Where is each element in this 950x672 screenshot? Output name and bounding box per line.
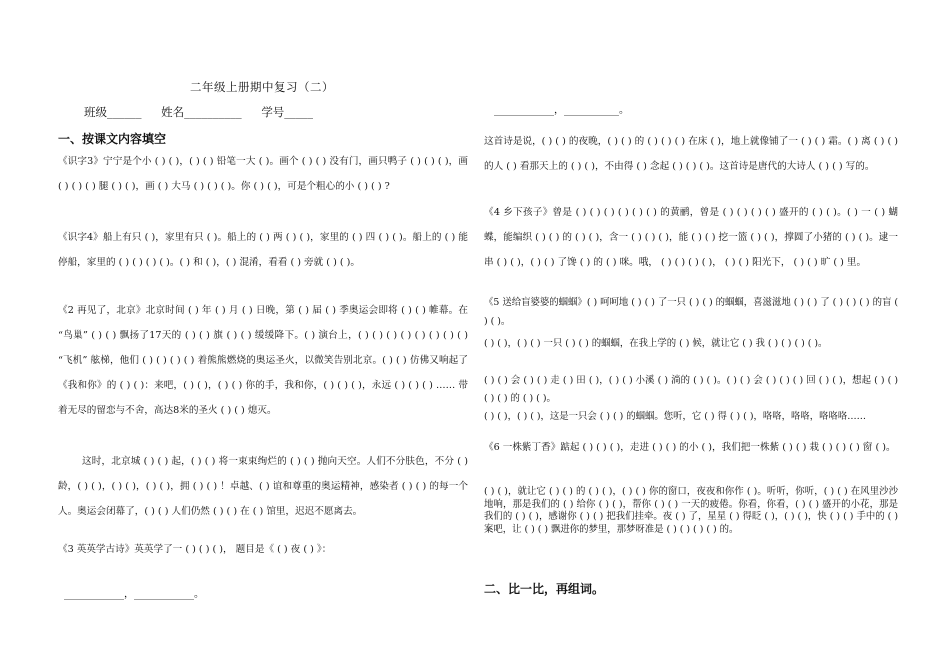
worksheet-title: 二年级上册期中复习（二） — [190, 80, 334, 94]
paragraph-guoguo-sing: ( ) ( )，( ) ( )，这是一只会 ( ) ( ) 的蝈蝈。您听，它 ( ) 得 ( ) ( )，咯咯，咯咯，咯咯咯…… — [484, 411, 866, 422]
paragraph-zaijian-beijing: 《2 再见了，北京》北京时间 ( ) 年 ( ) 月 ( ) 日晚，第 ( ) 届 ( ) 季奥运会即将 ( ) ( ) 帷幕。在 “鸟巢” ( ) ( ) 飘扬了17天的 ( ) ( ) 旗 ( ) ( ) 缓缓降下。( ) 演台上，( ) ( ) ( ) ( ) ( ) ( ) ( ) ( ) “飞机” 舷梯，他们 ( ) ( ) ( ) ( ) 着熊熊燃烧的奥运圣火，以微笑告别北京。( ) ( ) 仿佛又响起了《我和你》的 ( ) ( )：来吧，( ) ( )，( ) ( ) 你的手，我和你，( ) ( ) ( )，永远 ( ) ( ) ( ) …… 带着无尽的留恋与不舍，高达8米的圣火 ( ) ( ) 熄灭。 — [58, 305, 468, 416]
paragraph-shizi-4: 《识字4》船上有只 ( )，家里有只 ( )。船上的 ( ) 两 ( ) ( )，家里的 ( ) 四 ( ) ( )。船上的 ( ) 能停船，家里的 ( ) ( ) ( ) ( )。( ) 和 ( )，( ) 混淆，看看 ( ) 旁就 ( ) ( )。 — [58, 232, 468, 268]
class-field[interactable]: 班级______ — [84, 105, 142, 119]
paragraph-guoguo-school: ( ) ( )，( ) ( ) 一只 ( ) ( ) 的蝈蝈，在我上学的 ( ) 候，就让它 ( ) 我 ( ) ( ) ( ) ( )。 — [484, 338, 828, 349]
section-1-heading: 一、按课文内容填空 — [58, 132, 167, 146]
paragraph-guoguo-intro: 《5 送给盲婆婆的蝈蝈》( ) 呵呵地 ( ) ( ) 了一只 ( ) ( ) 的蝈蝈，喜滋滋地 ( ) ( ) 了 ( ) ( ) ( ) 的盲 ( ) ( )。 — [484, 297, 898, 327]
paragraph-guoguo-field: ( ) ( ) 会 ( ) ( ) 走 ( ) 田 ( )，( ) ( ) 小溪 ( ) 淌的 ( ) ( )。( ) ( ) 会 ( ) ( ) ( ) 回 ( ) ( )，想起 ( ) ( ) ( ) ( ) 的 ( ) ( )。 — [484, 375, 898, 404]
poem-blank-line-1[interactable]: ____________，____________。 — [64, 589, 204, 600]
paragraph-poem-meaning: 这首诗是说，( ) ( ) 的夜晚，( ) ( ) 的 ( ) ( ) ( ) 在床 ( )，地上就像铺了一 ( ) ( ) 霜。( ) 离 ( ) ( ) 的人 ( ) 看那天上的 ( ) ( )，不由得 ( ) 念起 ( ) ( ) ( )。这首诗是唐代的大诗人 ( ) ( ) 写的。 — [484, 136, 898, 172]
paragraph-yingying-poem: 《3 英英学古诗》英英学了一 ( ) ( ) ( )， 题目是《 ( ) 夜 ( ) 》： — [58, 544, 332, 555]
poem-blank-line-2[interactable]: ____________，___________。 — [494, 105, 629, 116]
student-number-field[interactable]: 学号_____ — [261, 105, 314, 119]
paragraph-zi-dingxiang-verses: ( ) ( )，就让它 ( ) ( ) 的 ( ) ( )，( ) ( ) 你的窗口，夜夜和你作 ( )。听听，你听，( ) ( ) 在风里沙沙地响，那是我们的 ( ) 给你 ( ) ( )，帮你 ( ) ( ) 一天的疲倦。你看，你看，( ) ( ) 盛开的小花，那是我们的 ( ) ( )，感谢你 ( ) ( ) 把我们挂牵。夜 ( ) 了，星星 ( ) 得眨 ( )，( ) ( )，快 ( ) ( ) 手中的 ( ) 案吧，让 ( ) ( ) 飘进你的梦里，那梦呀准是 ( ) ( ) ( ) ( ) 的。 — [484, 486, 898, 535]
paragraph-shizi-3: 《识字3》宁宁是个小 ( ) ( )，( ) ( ) 铅笔一大 ( )。画个 ( ) ( ) 没有门，画只鸭子 ( ) ( ) ( )，画 ( ) ( ) ( ) 腿 ( ) ( )，画 ( ) 大马 ( ) ( ) ( )。你 ( ) ( )，可是个粗心的小 ( ) ( ) ? — [58, 156, 468, 192]
paragraph-xiangxia-haizi: 《4 乡下孩子》曾是 ( ) ( ) ( ) ( ) ( ) ( ) 的黄鹂，曾是 ( ) ( ) ( ) ( ) 盛开的 ( ) ( )。( ) 一 ( ) 蝴蝶，能编织 ( ) ( ) 的 ( ) ( )，含一 ( ) ( ) ( )，能 ( ) ( ) 挖一篮 ( ) ( )，撑圆了小猪的 ( ) ( )。逮一串 ( ) ( )，( ) ( ) 了馋 ( ) 的 ( ) 咪。哦， ( ) ( ) ( ) ( )， ( ) ( ) 阳光下， ( ) ( ) 旷 ( ) 里。 — [484, 207, 898, 268]
paragraph-zi-dingxiang: 《6 一株紫丁香》踮起 ( ) ( ) ( )，走进 ( ) ( ) 的小 ( )，我们把一株紫 ( ) ( ) 栽 ( ) ( ) ( ) 窗 ( )。 — [484, 442, 896, 453]
paragraph-beijing-celebration: 这时，北京城 ( ) ( ) 起，( ) ( ) 将一束束绚烂的 ( ) ( ) 抛向天空。人们不分肤色，不分 ( ) 龄，( ) ( )，( ) ( )，( ) ( )，拥 ( ) ( ) ！卓越、( ) 谊和尊重的奥运精神，感染者 ( ) ( ) 的每一个人。奥运会闭幕了，( ) ( ) 人们仍然 ( ) ( ) 在 ( ) 馆里，迟迟不愿离去。 — [58, 456, 468, 517]
section-2-heading: 二、比一比，再组词。 — [484, 582, 605, 596]
name-field[interactable]: 姓名__________ — [161, 105, 242, 119]
student-info-row — [84, 104, 329, 120]
